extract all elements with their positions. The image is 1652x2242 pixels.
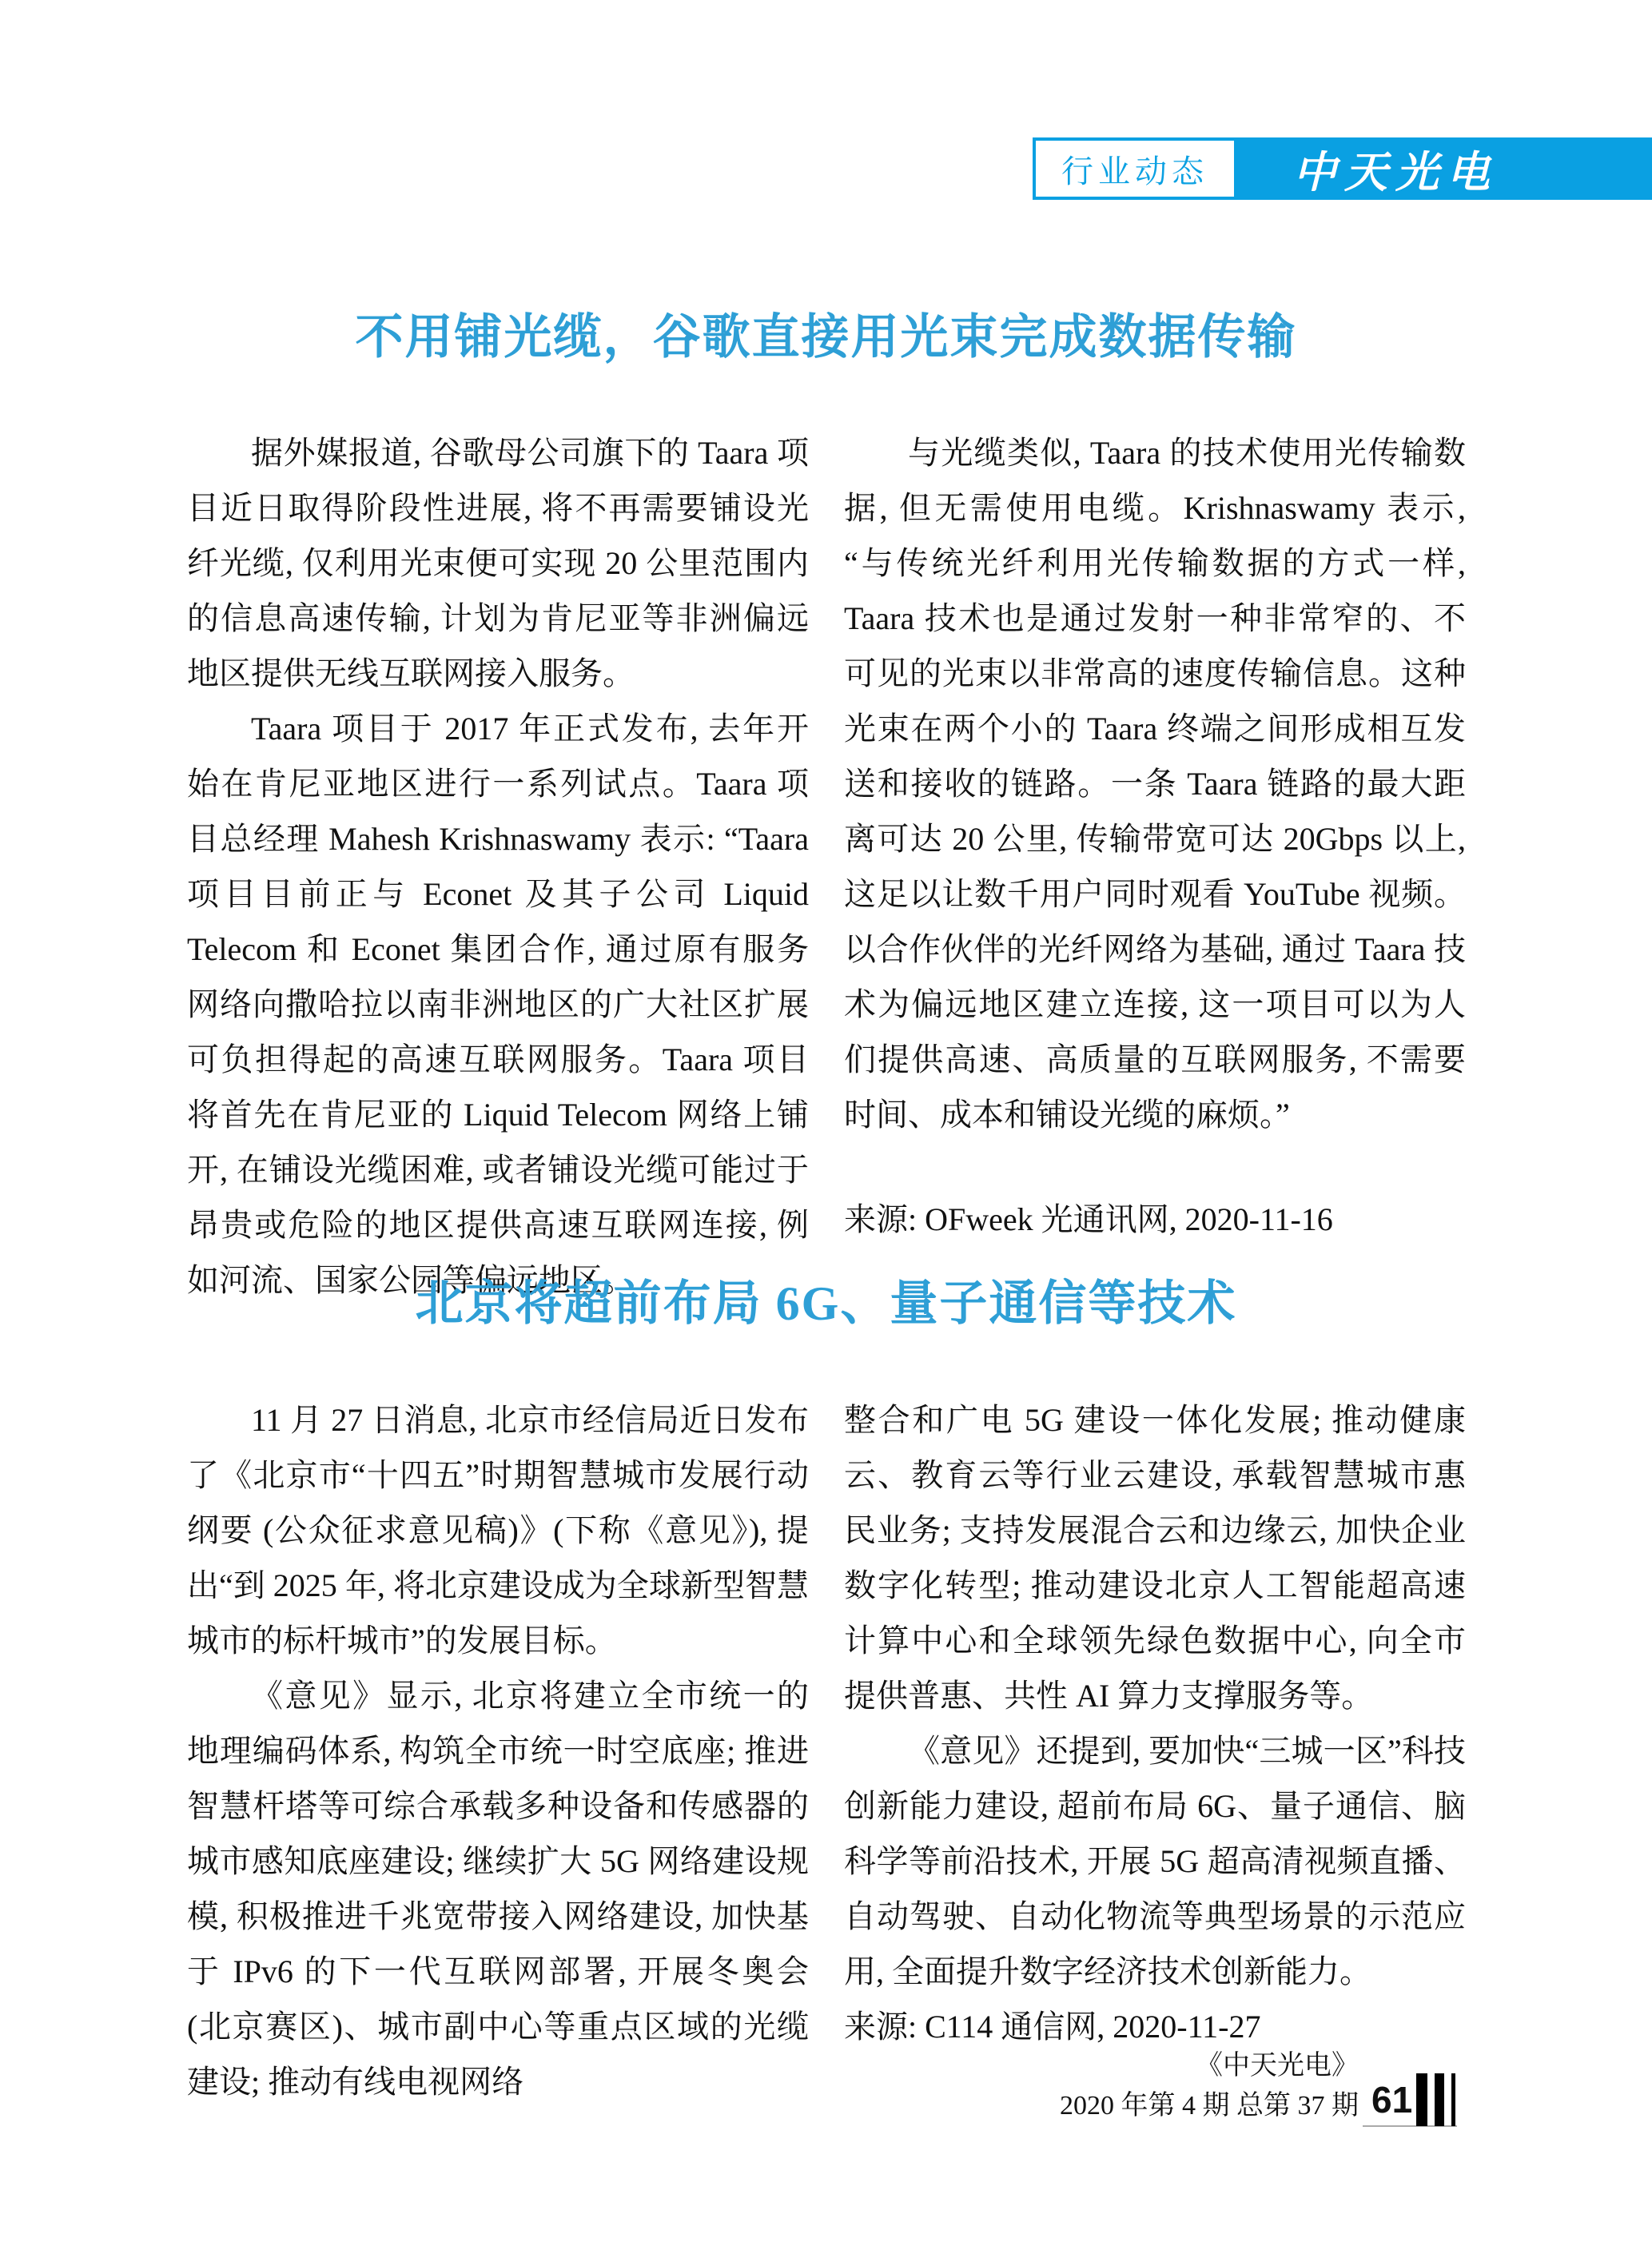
article-2-title: 北京将超前布局 6G、量子通信等技术: [415, 1277, 1237, 1330]
paragraph: 11 月 27 日消息, 北京市经信局近日发布了《北京市“十四五”时期智慧城市发展行动纲要 (公众征求意见稿)》(下称《意见》), 提出“到 2025 年, 将北京建设成为全球新型智慧城市的标杆城市”的发展目标。: [187, 1402, 809, 1659]
article-2-right-column: [844, 1392, 1466, 2109]
bar-icon: [1435, 2073, 1444, 2126]
brand-logo-text: 中天光电: [1293, 148, 1498, 197]
footer-journal-block: [1060, 2046, 1359, 2126]
paragraph: 《意见》显示, 北京将建立全市统一的地理编码体系, 构筑全市统一时空底座; 推进智慧杆塔等可综合承载多种设备和传感器的城市感知底座建设; 继续扩大 5G 网络建设规模, 积极推进千兆宽带接入网络建设, 加快基于 IPv6 的下一代互联网部署, 开展冬奥会 (北京赛区)、城市副中心等重点区域的光缆建设; 推动有线电视网络: [187, 1678, 809, 2100]
paragraph: 据外媒报道, 谷歌母公司旗下的 Taara 项目近日取得阶段性进展, 将不再需要铺设光纤光缆, 仅利用光束便可实现 20 公里范围内的信息高速传输, 计划为肯尼亚等非洲偏远地区提供无线互联网接入服务。: [187, 435, 809, 691]
section-badge: [1033, 137, 1237, 200]
article-1-source: 来源: OFweek 光通讯网, 2020-11-16: [844, 1201, 1333, 1237]
article-1-title: 不用铺光缆，谷歌直接用光束完成数据传输: [355, 311, 1297, 364]
page-number: 61: [1371, 2079, 1413, 2121]
article-1-right-column: [844, 425, 1466, 1308]
article-2-body: [187, 1392, 1466, 2109]
journal-name: 《中天光电》: [1196, 2051, 1359, 2081]
paragraph: 与光缆类似, Taara 的技术使用光传输数据, 但无需使用电缆。Krishnaswamy 表示, “与传统光纤利用光传输数据的方式一样, Taara 技术也是通过发射一种非常窄的、不可见的光束以非常高的速度传输信息。这种光束在两个小的 Taara 终端之间形成相互发送和接收的链路。一条 Taara 链路的最大距离可达 20 公里, 传输带宽可达 20Gbps 以上, 这足以让数千用户同时观看 YouTube 视频。以合作伙伴的光纤网络为基础, 通过 Taara 技术为偏远地区建立连接, 这一项目可以为人们提供高速、高质量的互联网服务, 不需要时间、成本和铺设光缆的麻烦。”: [844, 435, 1466, 1133]
paragraph: 《意见》还提到, 要加快“三城一区”科技创新能力建设, 超前布局 6G、量子通信、脑科学等前沿技术, 开展 5G 超高清视频直播、自动驾驶、自动化物流等典型场景的示范应用, 全面提升数字经济技术创新能力。: [844, 1733, 1466, 1989]
article-1-left-column: [187, 425, 809, 1308]
article-2-source: 来源: C114 通信网, 2020-11-27: [844, 2009, 1261, 2045]
issue-info: 2020 年第 4 期 总第 37 期: [1060, 2091, 1359, 2121]
bar-icon: [1416, 2073, 1427, 2126]
section-badge-label: 行业动态: [1061, 153, 1208, 189]
paragraph: 整合和广电 5G 建设一体化发展; 推动健康云、教育云等行业云建设, 承载智慧城市惠民业务; 支持发展混合云和边缘云, 加快企业数字化转型; 推动建设北京人工智能超高速计算中心和全球领先绿色数据中心, 向全市提供普惠、共性 AI 算力支撑服务等。: [844, 1402, 1466, 1714]
paragraph: Taara 项目于 2017 年正式发布, 去年开始在肯尼亚地区进行一系列试点。Taara 项目总经理 Mahesh Krishnaswamy 表示: “Taara 项目目前正与 Econet 及其子公司 Liquid Telecom 和 Econet 集团合作, 通过原有服务网络向撒哈拉以南非洲地区的广大社区扩展可负担得起的高速互联网服务。Taara 项目将首先在肯尼亚的 Liquid Telecom 网络上铺开, 在铺设光缆困难, 或者铺设光缆可能过于昂贵或危险的地区提供高速互联网连接, 例如河流、国家公园等偏远地区。: [187, 711, 809, 1298]
brand-banner: [1237, 137, 1652, 200]
article-1-body: [187, 425, 1466, 1308]
bar-icon: [1451, 2073, 1455, 2126]
page-marker-bars-icon: [1416, 2073, 1455, 2126]
article-2-left-column: [187, 1392, 809, 2109]
